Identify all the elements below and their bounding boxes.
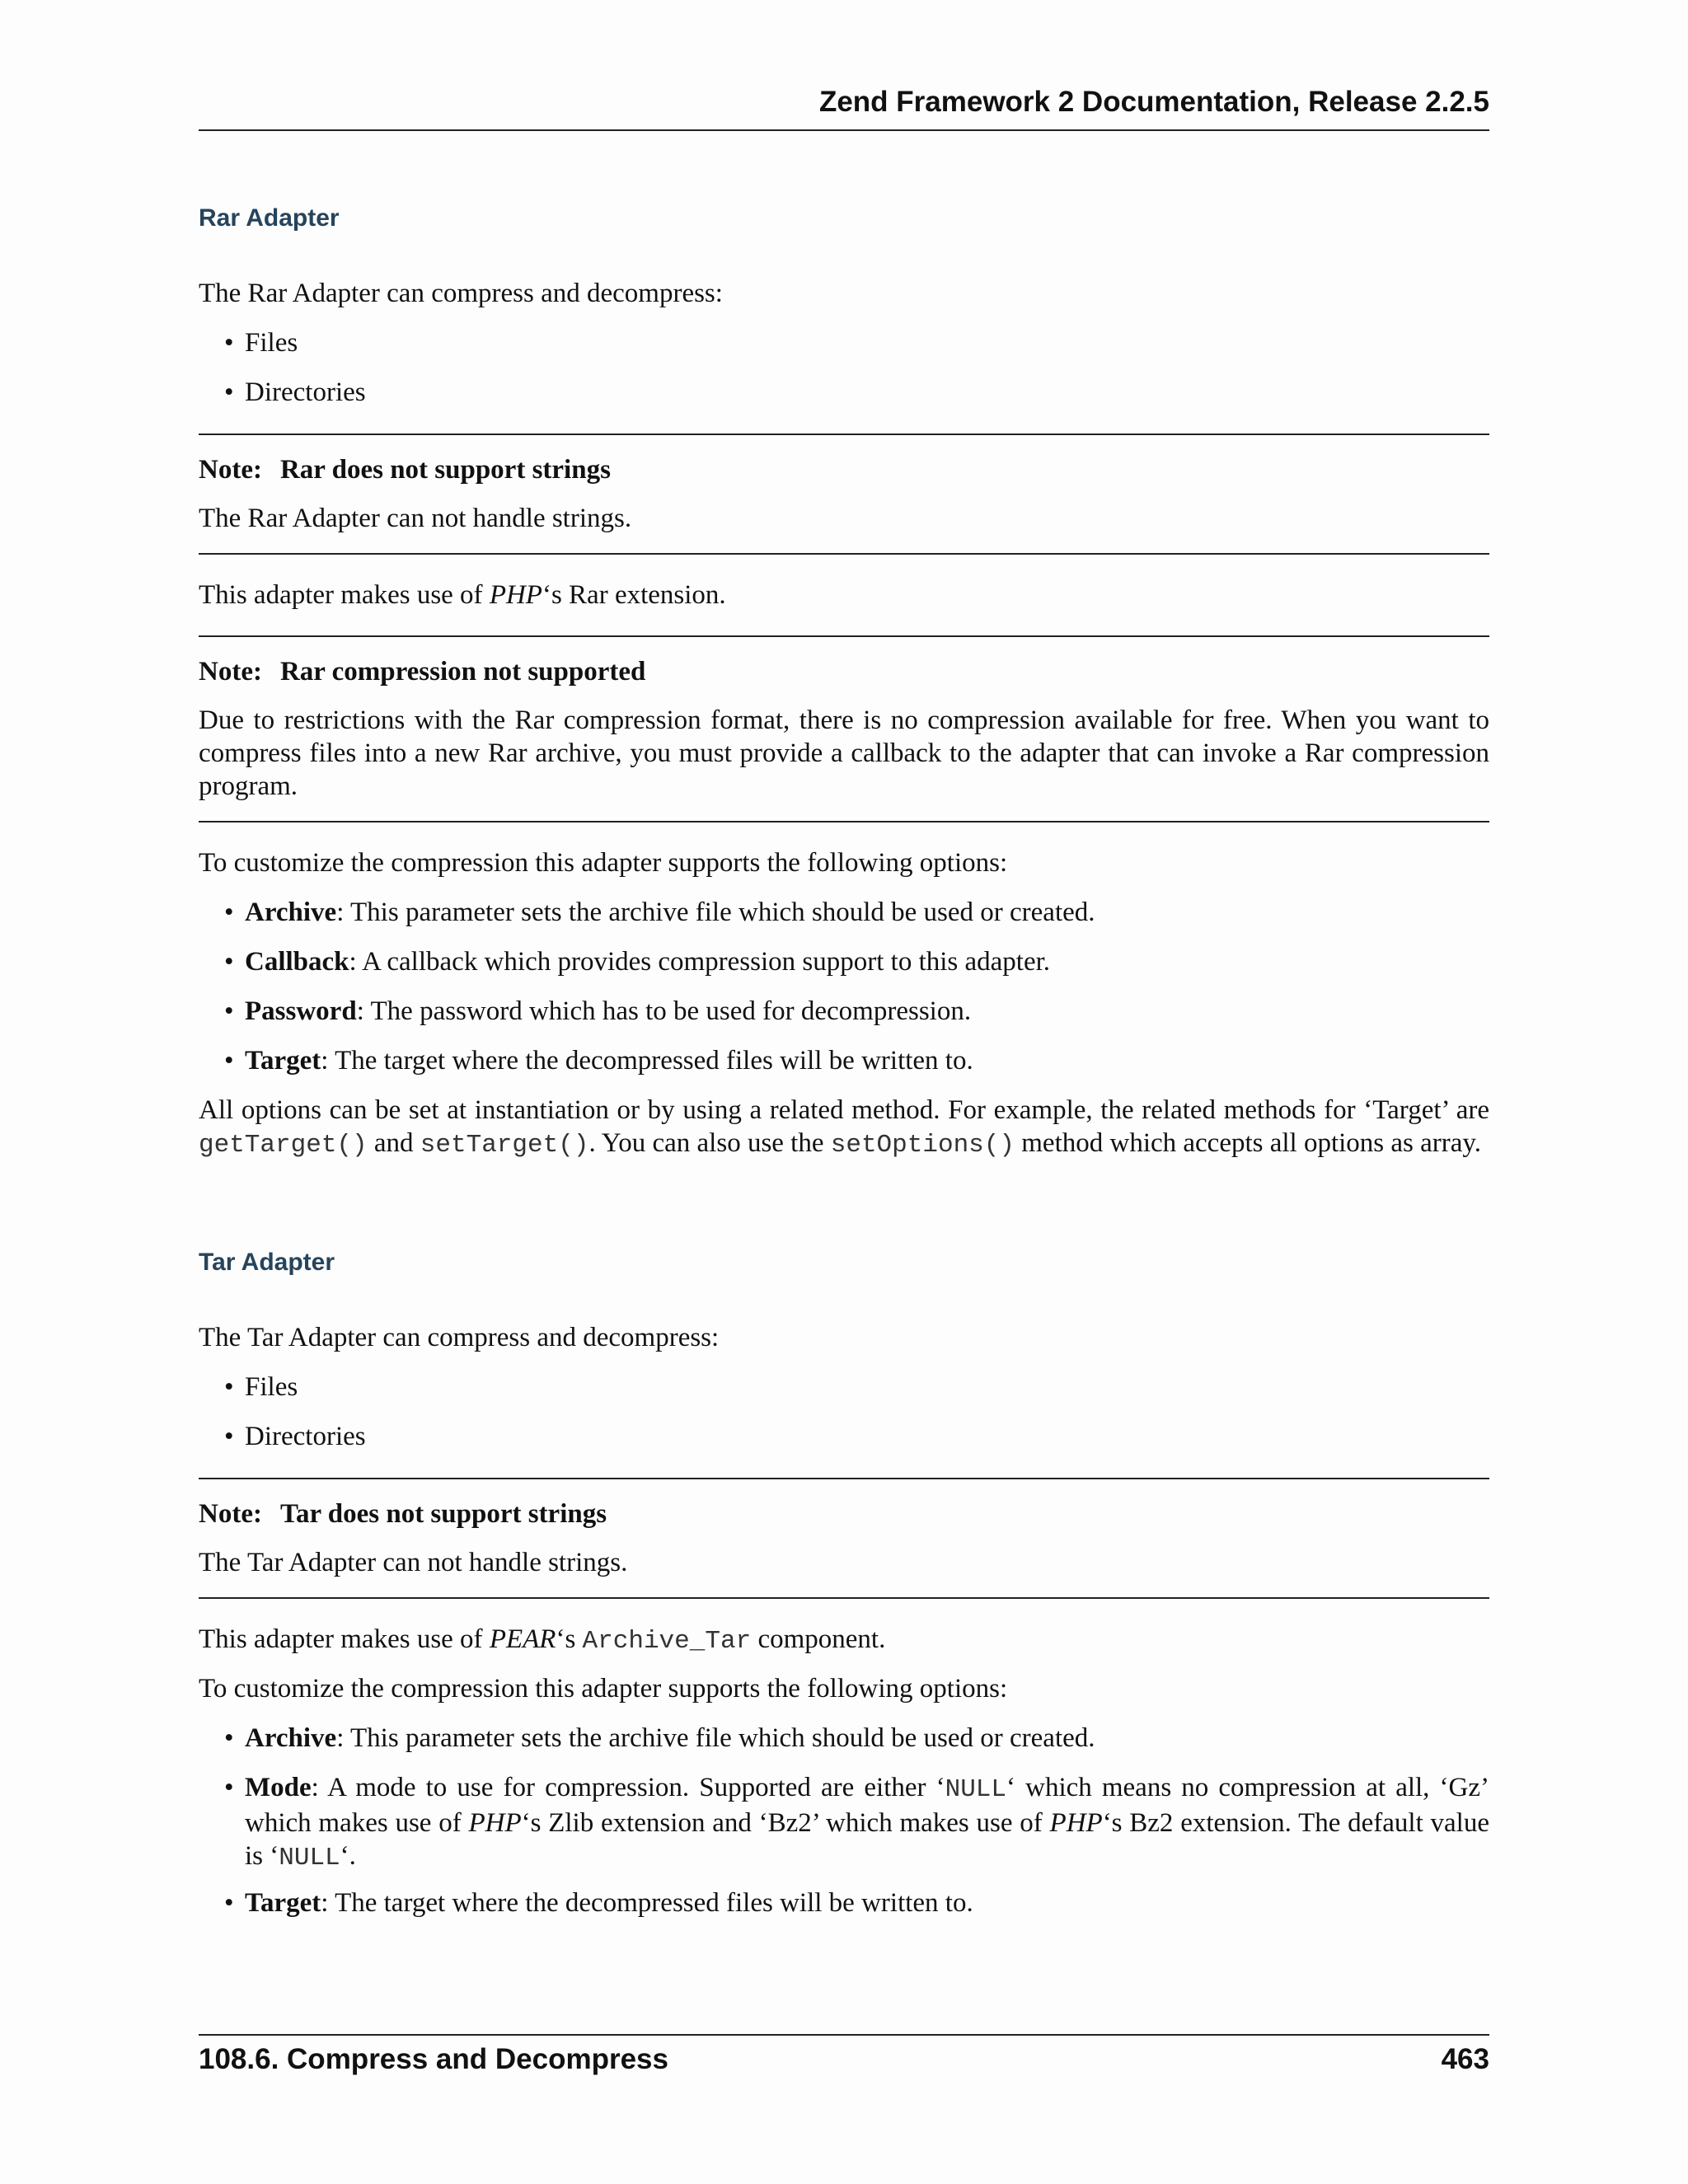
tar-note-strings-text: The Tar Adapter can not handle strings. (199, 1548, 628, 1577)
rar-note-strings-text: The Rar Adapter can not handle strings. (199, 504, 632, 533)
bullet (224, 376, 234, 409)
tar-options-intro: To customize the compression this adapter supports the following options: (199, 1674, 1008, 1704)
option-item-archive: • Archive: This parameter sets the archive file which should be used or created. (245, 1722, 1489, 1755)
option-item-target: • Target: The target where the decompressed files will be written to. (245, 1886, 1489, 1919)
note-rule (199, 821, 1489, 823)
rar-methods-text: All options can be set at instantiation or by using a related method. For example, the related methods for ‘Target’ are getTarget() and setTarget(). You can also use the setOptions() method which accepts all options as array. (199, 1095, 1489, 1160)
bullet (224, 1771, 234, 1804)
list-item: • Directories (245, 1420, 1489, 1453)
option-item-target: • Target: The target where the decompressed files will be written to. (245, 1044, 1489, 1077)
page-number: 463 (1441, 2043, 1489, 2075)
option-item-password: • Password: The password which has to be used for decompression. (245, 995, 1489, 1028)
bullet (224, 945, 234, 978)
running-header: Zend Framework 2 Documentation, Release 2.2.5 (818, 86, 1489, 118)
option-item-mode: • Mode: A mode to use for compression. Supported are either ‘NULL‘ which means no compression at all, ‘Gz’ which makes use of PHP‘s Zlib extension and ‘Bz2’ which makes use of PHP‘s Bz2 extension. The default value is ‘NULL‘. (245, 1771, 1489, 1875)
rar-note-compression-text: Due to restrictions with the Rar compression format, there is no compression available for free. When you want to compress files into a new Rar archive, you must provide a callback to the adapter that can invoke a Rar compression program. (199, 705, 1489, 801)
tar-extension-text: This adapter makes use of PEAR‘s Archive_Tar component. (199, 1624, 886, 1656)
bullet (224, 1371, 234, 1404)
bullet (224, 1722, 234, 1755)
rar-extension-text: This adapter makes use of PHP‘s Rar extension. (199, 580, 726, 610)
rar-intro: The Rar Adapter can compress and decompress: (199, 279, 723, 308)
note-rule (199, 1478, 1489, 1479)
note-rule (199, 1597, 1489, 1599)
option-item-archive: • Archive: This parameter sets the archive file which should be used or created. (245, 896, 1489, 929)
list-item: • Files (245, 326, 1489, 359)
list-item: • Directories (245, 376, 1489, 409)
option-item-callback: • Callback: A callback which provides compression support to this adapter. (245, 945, 1489, 978)
rar-note-compression-title: Note: Rar compression not supported (199, 657, 646, 687)
footer-rule (199, 2034, 1489, 2036)
tar-adapter-heading: Tar Adapter (199, 1249, 335, 1276)
bullet (224, 1886, 234, 1919)
tar-intro: The Tar Adapter can compress and decompress: (199, 1323, 720, 1352)
bullet (224, 326, 234, 359)
bullet (224, 1044, 234, 1077)
list-item: • Files (245, 1371, 1489, 1404)
bullet (224, 995, 234, 1028)
rar-note-strings-title: Note: Rar does not support strings (199, 455, 611, 485)
footer-section-title: 108.6. Compress and Decompress (199, 2043, 668, 2075)
rar-options-intro: To customize the compression this adapter supports the following options: (199, 848, 1008, 878)
bullet (224, 896, 234, 929)
rar-adapter-heading: Rar Adapter (199, 204, 340, 232)
note-rule (199, 553, 1489, 555)
note-rule (199, 635, 1489, 637)
tar-note-strings-title: Note: Tar does not support strings (199, 1499, 607, 1529)
header-rule (199, 129, 1489, 131)
note-rule (199, 434, 1489, 435)
bullet (224, 1420, 234, 1453)
